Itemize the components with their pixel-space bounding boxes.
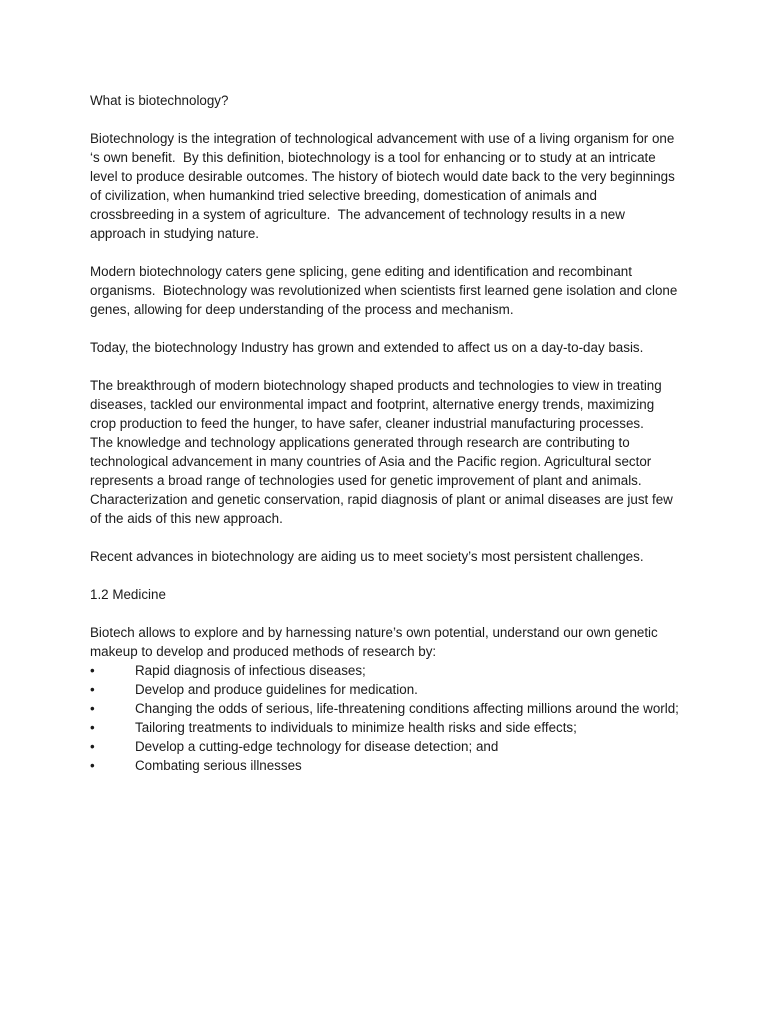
list-item-text: Rapid diagnosis of infectious diseases;: [135, 663, 366, 678]
document-body: [90, 91, 680, 775]
paragraph-recent-advances: Recent advances in biotechnology are aiding us to meet society’s most persistent challenges.: [90, 549, 644, 564]
list-item-text: Tailoring treatments to individuals to minimize health risks and side effects;: [135, 720, 577, 735]
bullet-marker: •: [90, 682, 95, 697]
paragraph-gap: [90, 319, 680, 338]
section-heading: 1.2 Medicine: [90, 587, 166, 602]
list-item: [90, 718, 680, 737]
list-item-text: Changing the odds of serious, life-threatening conditions affecting millions around the world;: [135, 701, 679, 716]
paragraph-gap: [90, 110, 680, 129]
list-item: [90, 737, 680, 756]
paragraph-knowledge: The knowledge and technology applications generated through research are contributing to technological advancement in many countries of Asia and the Pacific region. Agricultural sector represents a broad range of technologies used for genetic improvement of plant and animals. Characterization and genetic conservation, rapid diagnosis of plant or animal diseases are just few of the aids of this new approach.: [90, 435, 677, 526]
bullet-marker: •: [90, 739, 95, 754]
bullet-marker: •: [90, 663, 95, 678]
list-item: [90, 699, 680, 718]
list-item-text: Develop and produce guidelines for medication.: [135, 682, 418, 697]
paragraph-modern-biotech: Modern biotechnology caters gene splicing, gene editing and identification and recombinant organisms. Biotechnology was revolutionized when scientists first learned gene isolation and clone genes, allowing for deep understanding of the process and mechanism.: [90, 264, 682, 317]
paragraph-gap: [90, 566, 680, 585]
bullet-marker: •: [90, 701, 95, 716]
bullet-marker: •: [90, 720, 95, 735]
paragraph-gap: [90, 528, 680, 547]
section-intro: Biotech allows to explore and by harnessing nature’s own potential, understand our own genetic makeup to develop and produced methods of research by:: [90, 625, 662, 659]
list-item: [90, 661, 680, 680]
list-item-text: Develop a cutting-edge technology for disease detection; and: [135, 739, 499, 754]
paragraph-gap: [90, 357, 680, 376]
list-item-text: Combating serious illnesses: [135, 758, 302, 773]
paragraph-gap: [90, 604, 680, 623]
paragraph-definition: Biotechnology is the integration of technological advancement with use of a living organism for one ‘s own benefit. By this definition, biotechnology is a tool for enhancing or to study at an intricate level to produce desirable outcomes. The history of biotech would date back to the very beginnings of civilization, when humankind tried selective breeding, domestication of animals and crossbreeding in a system of agriculture. The advancement of technology results in a new approach in studying nature.: [90, 131, 679, 241]
bullet-marker: •: [90, 758, 95, 773]
document-title: What is biotechnology?: [90, 93, 229, 108]
paragraph-gap: [90, 243, 680, 262]
list-item: [90, 756, 680, 775]
list-item: [90, 680, 680, 699]
paragraph-breakthrough: The breakthrough of modern biotechnology shaped products and technologies to view in treating diseases, tackled our environmental impact and footprint, alternative energy trends, maximizing crop production to feed the hunger, to have safer, cleaner industrial manufacturing processes.: [90, 378, 666, 431]
paragraph-industry: Today, the biotechnology Industry has grown and extended to affect us on a day-to-day basis.: [90, 340, 644, 355]
